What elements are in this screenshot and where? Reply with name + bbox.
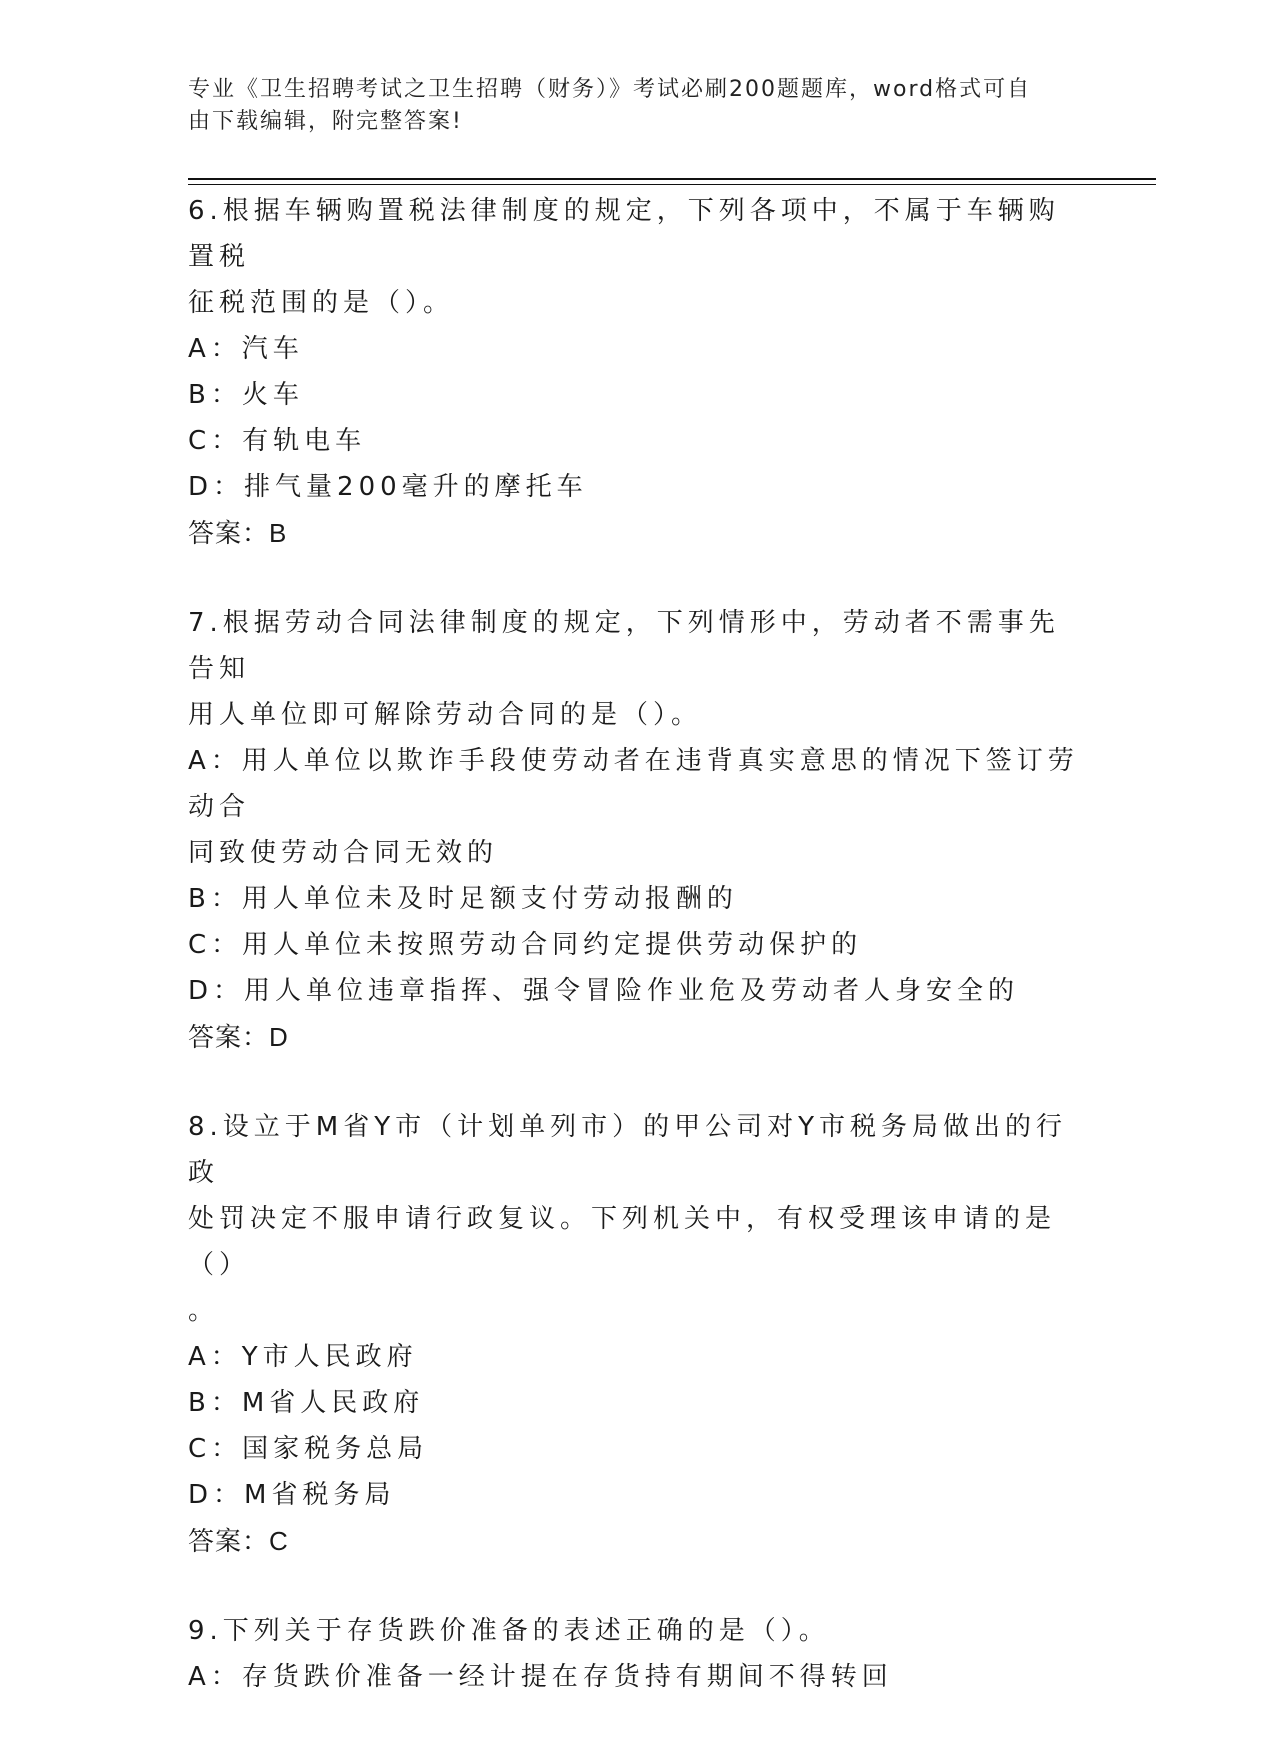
- question-stem: [188, 600, 1088, 738]
- question-7: [188, 600, 1088, 1060]
- document-header: [188, 74, 1068, 138]
- option-a: A：Y市人民政府: [188, 1342, 418, 1372]
- stem-line: 用人单位即可解除劳动合同的是（）。: [188, 700, 703, 730]
- question-stem: [188, 1104, 1088, 1334]
- question-stem: [188, 1608, 1088, 1654]
- answer-label: 答案：D: [188, 1022, 289, 1052]
- stem-line: 处罚决定不服申请行政复议。下列机关中，有权受理该申请的是（）: [188, 1204, 1057, 1280]
- stem-line: 7.根据劳动合同法律制度的规定，下列情形中，劳动者不需事先告知: [188, 608, 1060, 684]
- header-line-1: 专业《卫生招聘考试之卫生招聘（财务）》考试必刷200题题库，word格式可自: [188, 77, 1032, 102]
- header-rule-thin: [188, 184, 1156, 185]
- option-c: C：国家税务总局: [188, 1434, 429, 1464]
- option-b: B：火车: [188, 380, 304, 410]
- question-6: [188, 188, 1088, 556]
- option-a-continued: 同致使劳动合同无效的: [188, 838, 499, 868]
- option-a: A：汽车: [188, 334, 304, 364]
- header-line-2: 由下载编辑，附完整答案!: [188, 109, 463, 134]
- header-rule-thick: [188, 178, 1156, 180]
- stem-line: 6.根据车辆购置税法律制度的规定，下列各项中，不属于车辆购置税: [188, 196, 1060, 272]
- option-d: D：排气量200毫升的摩托车: [188, 472, 588, 502]
- option-a: A：存货跌价准备一经计提在存货持有期间不得转回: [188, 1662, 893, 1692]
- answer-label: 答案：C: [188, 1526, 289, 1556]
- option-c: C：有轨电车: [188, 426, 367, 456]
- question-stem: [188, 188, 1088, 326]
- option-b: B：M省人民政府: [188, 1388, 425, 1418]
- option-c: C：用人单位未按照劳动合同约定提供劳动保护的: [188, 930, 863, 960]
- option-b: B：用人单位未及时足额支付劳动报酬的: [188, 884, 738, 914]
- stem-line: 。: [188, 1296, 220, 1326]
- question-8: [188, 1104, 1088, 1564]
- question-list: [188, 188, 1088, 1744]
- stem-line: 征税范围的是（）。: [188, 288, 455, 318]
- answer-label: 答案：B: [188, 518, 288, 548]
- stem-line: 8.设立于M省Y市（计划单列市）的甲公司对Y市税务局做出的行政: [188, 1112, 1068, 1188]
- option-d: D：用人单位违章指挥、强令冒险作业危及劳动者人身安全的: [188, 976, 1020, 1006]
- question-9: [188, 1608, 1088, 1700]
- option-d: D：M省税务局: [188, 1480, 396, 1510]
- option-a: A：用人单位以欺诈手段使劳动者在违背真实意思的情况下签订劳动合: [188, 746, 1079, 822]
- stem-line: 9.下列关于存货跌价准备的表述正确的是（）。: [188, 1616, 830, 1646]
